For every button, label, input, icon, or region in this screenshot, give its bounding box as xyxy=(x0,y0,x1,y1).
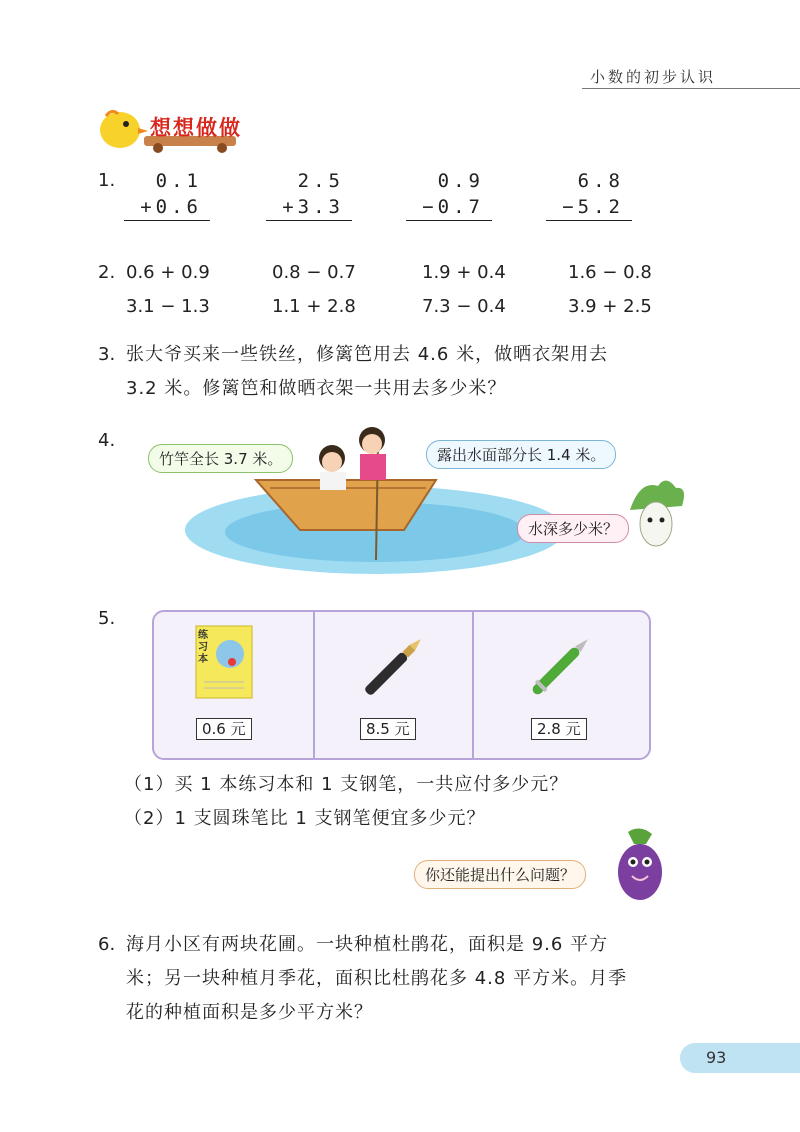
fountain-pen-icon xyxy=(354,626,434,706)
problem-text: 花的种植面积是多少平方米？ xyxy=(126,1002,373,1023)
price-panel xyxy=(152,610,651,760)
expression: 7.3 − 0.4 xyxy=(422,296,506,317)
problem-text: 米；另一块种植月季花，面积比杜鹃花多 4.8 平方米。月季 xyxy=(126,968,628,989)
problem-text: 海月小区有两块花圃。一块种植杜鹃花，面积是 9.6 平方 xyxy=(126,934,609,955)
question-number-2: 2. xyxy=(98,262,116,283)
product-cell-fountain-pen xyxy=(314,612,472,758)
product-cell-exercise-book xyxy=(154,612,313,758)
header-divider xyxy=(582,88,800,89)
speech-bubble-above-water: 露出水面部分长 1.4 米。 xyxy=(426,440,616,469)
eggplant-mascot-icon xyxy=(606,826,676,902)
question-number-4: 4. xyxy=(98,430,116,451)
page-number: 93 xyxy=(706,1048,727,1067)
question-number-6: 6. xyxy=(98,934,116,955)
section-title: 想想做做 xyxy=(150,116,242,140)
speech-bubble-pole-length: 竹竿全长 3.7 米。 xyxy=(148,444,293,473)
question-number-1: 1. xyxy=(98,170,116,191)
problem-text: 张大爷买来一些铁丝，修篱笆用去 4.6 米，做晒衣架用去 xyxy=(126,344,609,365)
expression: 3.9 + 2.5 xyxy=(568,296,652,317)
answer-line xyxy=(266,220,352,221)
product-cell-ballpoint-pen xyxy=(473,612,649,758)
ballpoint-pen-icon xyxy=(521,626,601,706)
problem-text: 3.2 米。修篱笆和做晒衣架一共用去多少米？ xyxy=(126,378,507,399)
question-number-5: 5. xyxy=(98,608,116,629)
expression: 1.1 + 2.8 xyxy=(272,296,356,317)
speech-bubble-more-questions: 你还能提出什么问题？ xyxy=(414,860,586,889)
expression: 1.6 − 0.8 xyxy=(568,262,652,283)
vertical-calc-bottom: −0.7 xyxy=(422,196,484,218)
question-number-3: 3. xyxy=(98,344,116,365)
answer-line xyxy=(124,220,210,221)
vertical-calc-bottom: +0.6 xyxy=(140,196,202,218)
sub-question-2: （2）1 支圆珠笔比 1 支钢笔便宜多少元？ xyxy=(124,808,486,829)
expression: 0.6 + 0.9 xyxy=(126,262,210,283)
vertical-calc-top: 6.8 xyxy=(577,170,624,192)
exercise-book-label: 练习本 xyxy=(198,630,208,665)
sub-question-1: （1）买 1 本练习本和 1 支钢笔，一共应付多少元？ xyxy=(124,774,569,795)
vertical-calc-top: 0.9 xyxy=(437,170,484,192)
answer-line xyxy=(406,220,492,221)
price-tag: 2.8 元 xyxy=(531,718,587,740)
chapter-title: 小数的初步认识 xyxy=(589,68,716,86)
vertical-calc-top: 0.1 xyxy=(155,170,202,192)
vertical-calc-bottom: −5.2 xyxy=(562,196,624,218)
price-tag: 8.5 元 xyxy=(360,718,416,740)
expression: 1.9 + 0.4 xyxy=(422,262,506,283)
vertical-calc-top: 2.5 xyxy=(297,170,344,192)
expression: 3.1 − 1.3 xyxy=(126,296,210,317)
expression: 0.8 − 0.7 xyxy=(272,262,356,283)
vertical-calc-bottom: +3.3 xyxy=(282,196,344,218)
speech-bubble-depth-question: 水深多少米？ xyxy=(517,514,629,543)
page-number-tab xyxy=(680,1043,800,1073)
answer-line xyxy=(546,220,632,221)
price-tag: 0.6 元 xyxy=(196,718,252,740)
